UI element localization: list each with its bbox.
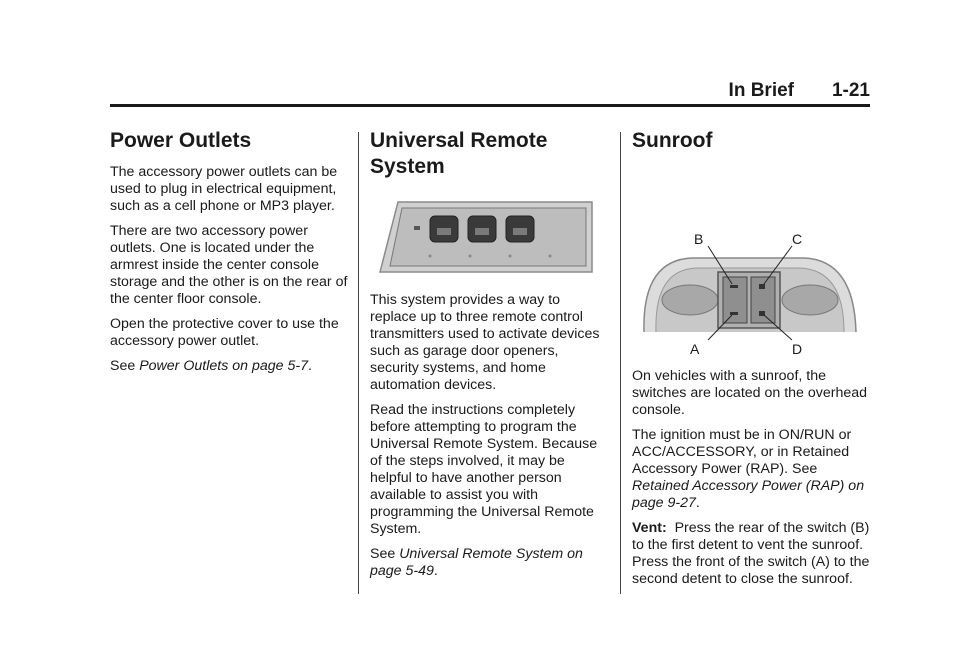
paragraph: There are two accessory power outlets. One is located under the armrest inside the center console storage and the other is on the rear of the center floor console. (110, 223, 348, 307)
header-rule (110, 104, 870, 107)
see-prefix: See (370, 546, 400, 562)
page-number: 1-21 (831, 80, 870, 101)
sunroof-section (632, 128, 872, 596)
callout-b: B (694, 231, 704, 247)
universal-remote-section (370, 128, 610, 588)
paragraph (632, 520, 872, 588)
callout-c: C (792, 231, 803, 247)
callout-a: A (690, 341, 700, 357)
paragraph: On vehicles with a sunroof, the switches are located on the overhead console. (632, 368, 868, 418)
see-suffix: . (695, 495, 700, 511)
see-reference (110, 358, 348, 375)
cross-reference-link[interactable]: Retained Accessory Power (RAP) on page 9-27 (632, 478, 865, 511)
section-heading: Universal Remote System (370, 129, 548, 178)
remote-button (468, 216, 496, 242)
paragraph: This system provides a way to replace up to three remote control transmitters used to activate devices such as garage door openers, security systems, and home automation devices. (370, 292, 600, 393)
callout-d: D (792, 341, 803, 357)
vent-text: Press the rear of the switch (B) to the first detent to vent the sunroof. Press the front of the switch (A) to the second detent to close the sunroof. (632, 520, 874, 587)
cross-reference-link[interactable]: Power Outlets on page 5-7 (139, 358, 308, 374)
see-prefix: See (110, 358, 140, 374)
paragraph: The accessory power outlets can be used to plug in electrical equipment, such as a cell phone or MP3 player. (110, 164, 338, 214)
cross-reference-link[interactable]: Universal Remote System on page 5-49 (370, 546, 583, 579)
column-divider (358, 132, 359, 594)
see-suffix: . (307, 358, 312, 374)
see-reference (370, 546, 610, 580)
section-heading: Sunroof (632, 129, 713, 152)
remote-button (506, 216, 534, 242)
section-title: In Brief (728, 80, 794, 101)
power-outlets-section (110, 128, 348, 383)
paragraph-text: The ignition must be in ON/RUN or ACC/ACCESSORY, or in Retained Accessory Power (RAP). See (632, 427, 852, 477)
section-heading: Power Outlets (110, 129, 252, 152)
vent-label: Vent: (632, 520, 667, 536)
sunroof-switch-illustration (632, 172, 862, 360)
universal-remote-illustration (370, 194, 596, 278)
column-divider (620, 132, 621, 594)
paragraph: Open the protective cover to use the accessory power outlet. (110, 316, 339, 349)
paragraph (632, 427, 872, 512)
see-suffix: . (433, 563, 438, 579)
paragraph: Read the instructions completely before attempting to program the Universal Remote System. Because of the steps involved, it may be helpful to have another person available to assist you with programming the Universal Remote System. (370, 402, 598, 537)
page-header (110, 80, 870, 104)
remote-button (430, 216, 458, 242)
